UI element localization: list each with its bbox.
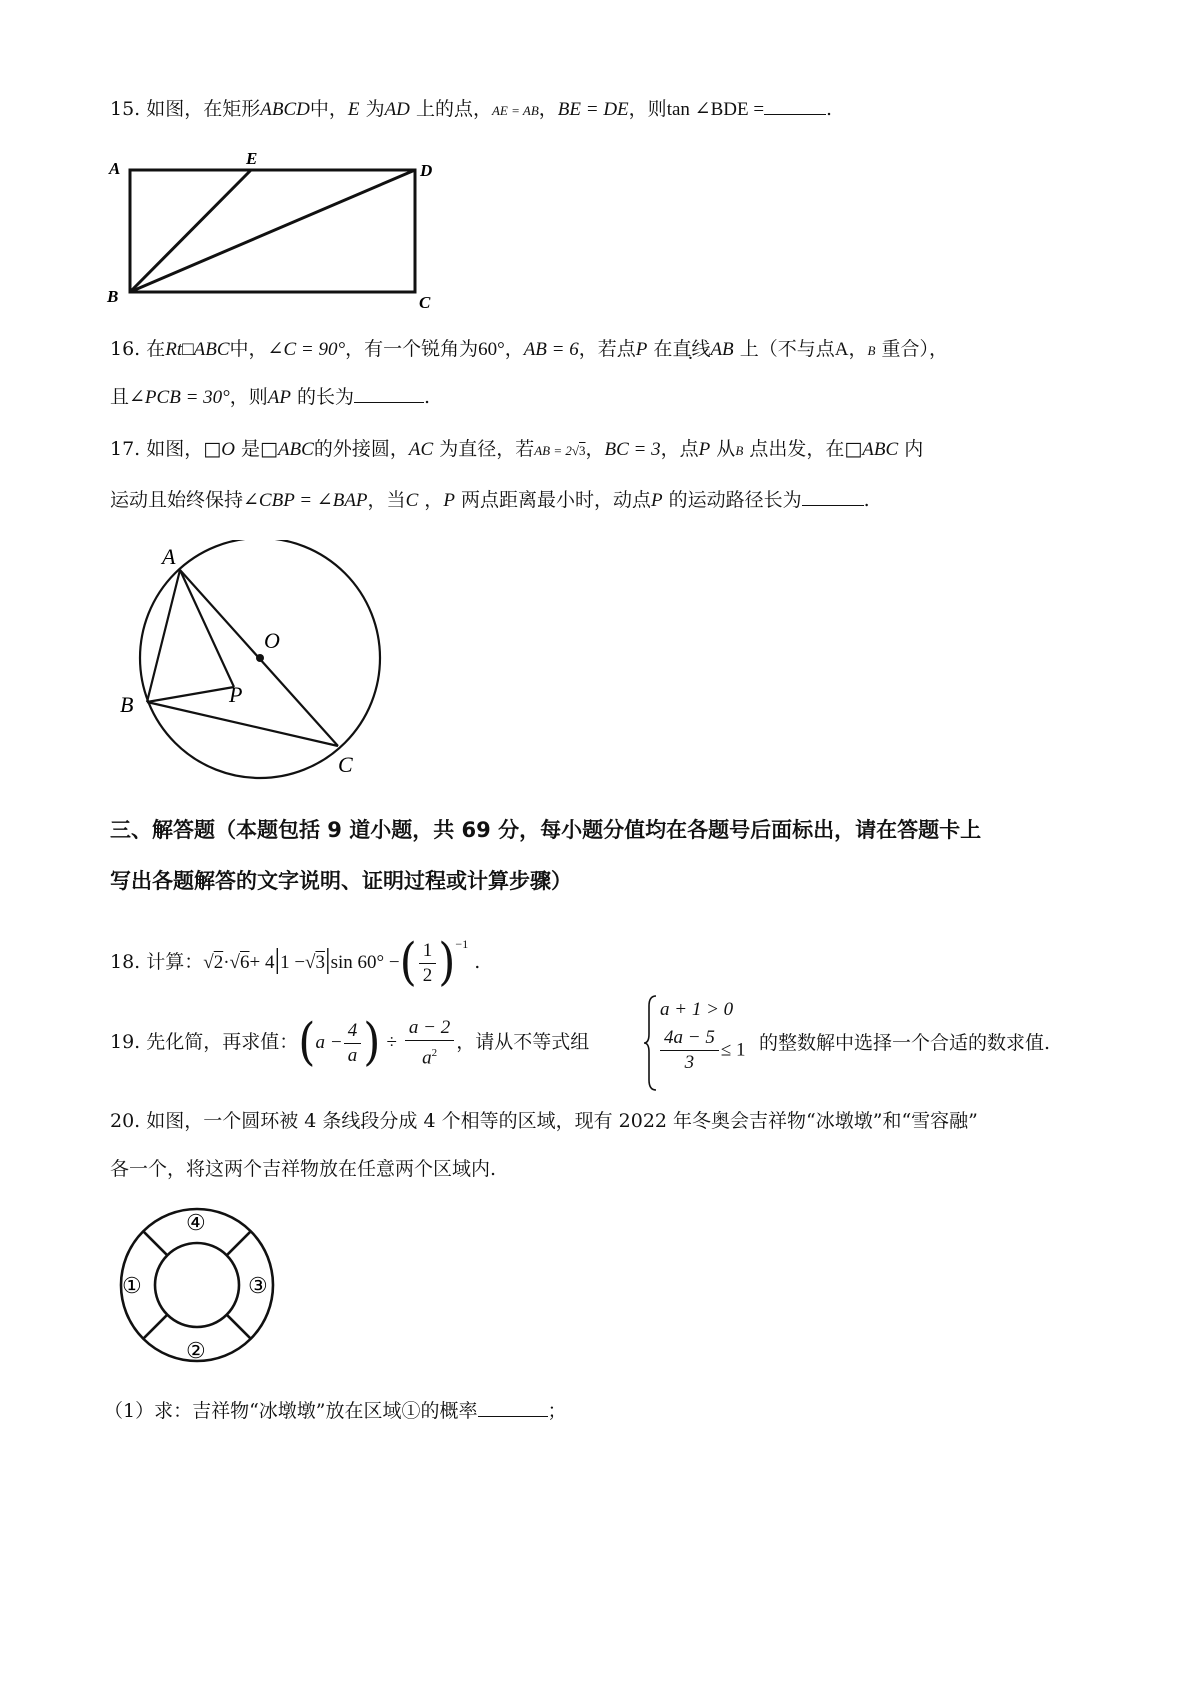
q17-label-a: A: [162, 544, 176, 569]
q17-text-line1: 17. 如图，□O 是□ABC的外接圆，AC 为直径，若AB = 2√3，BC = 3，点P 从B 点出发，在□ABC 内: [110, 438, 924, 460]
q17-label-o: O: [264, 628, 280, 653]
q19-inequality-system: a + 1 > 0 $\frac{4a - 5}{3}$ ≤ 1: [644, 994, 744, 1092]
q16-answer-blank[interactable]: [354, 384, 424, 403]
section3-heading-line1: 三、解答题（本题包括 9 道小题，共 69 分，每小题分值均在各题号后面标出，请在答题卡上: [110, 818, 982, 842]
q16-text-line2: 且∠PCB = 30°，则AP 的长为 .: [110, 386, 431, 408]
q17-answer-blank[interactable]: [802, 487, 864, 506]
q19-fraction-1: $\frac{4}{a}$: [344, 1019, 362, 1068]
q15-answer-blank[interactable]: [764, 96, 826, 115]
q16-emphasis: 直线: [672, 338, 711, 360]
q16-text-line1: 16. 在Rt□ABC中，∠C = 90°，有一个锐角为60°，AB = 6，若点P 在直线AB 上（不与点A，B 重合），: [110, 338, 948, 360]
q18-text: 18. 计算：√2·√6+ 4|1 −√3|sin 60° −( $\frac{1}{2}$ )$^{-1}$ .: [110, 933, 481, 992]
q17-label-b: B: [120, 692, 134, 717]
q15-label-c: C: [419, 293, 431, 312]
q17-center-point: [256, 654, 264, 662]
q20-text-line2: 各一个，将这两个吉祥物放在任意两个区域内.: [110, 1158, 497, 1180]
q17-circle-figure: [112, 540, 412, 790]
section3-heading-line2: 写出各题解答的文字说明、证明过程或计算步骤）: [110, 869, 572, 893]
q20-region-2: ②: [186, 1338, 206, 1363]
q18-fraction: $\frac{1}{2}$: [419, 939, 437, 988]
q15-label-a: A: [109, 159, 121, 178]
q20-region-1: ①: [122, 1273, 142, 1298]
q20-region-4: ④: [186, 1210, 206, 1235]
q19-text: 19. 先化简，再求值：(a − $\frac{4}{a}$ ) ÷ $\frac{a - 2}{a^2}$ ，请从不等式组: [110, 1013, 590, 1072]
q19-fraction-2: $\frac{a - 2}{a^2}$: [405, 1016, 454, 1070]
q15-text: 15. 如图，在矩形ABCD中，E 为AD 上的点，AE = AB，BE = DE，则tan ∠BDE = .: [110, 98, 833, 120]
q15-label-d: D: [420, 161, 433, 180]
q20-sub1: （1）求：吉祥物“冰墩墩”放在区域①的概率 ；: [104, 1400, 567, 1422]
q20-region-3: ③: [248, 1273, 268, 1298]
q17-text-line2: 运动且始终保持∠CBP = ∠BAP，当C ，P 两点距离最小时，动点P 的运动路径长为 .: [110, 489, 870, 511]
q17-label-p: P: [229, 682, 243, 707]
q17-label-c: C: [338, 752, 353, 777]
q15-label-e: E: [246, 149, 258, 168]
q15-label-b: B: [107, 287, 119, 306]
q20-ring-figure: [112, 1200, 282, 1370]
q15-rectangle-figure: [105, 148, 450, 318]
q20-sub1-answer-blank[interactable]: [478, 1398, 548, 1417]
q20-text-line1: 20. 如图，一个圆环被 4 条线段分成 4 个相等的区域，现有 2022 年冬奥会吉祥物“冰墩墩”和“雪容融”: [110, 1110, 978, 1132]
q19-text-tail: 的整数解中选择一个合适的数求值.: [759, 1032, 1051, 1054]
